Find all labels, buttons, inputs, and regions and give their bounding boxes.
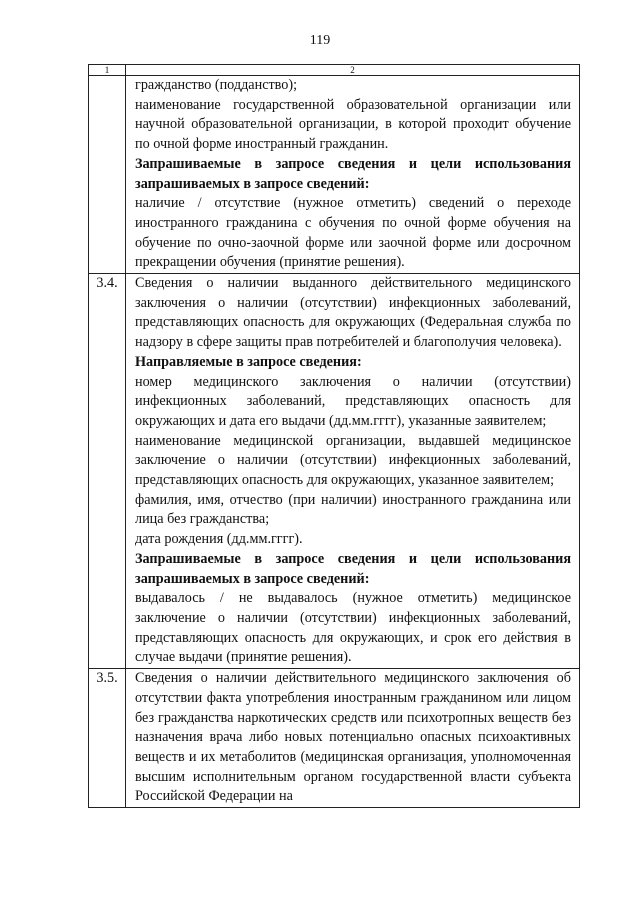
paragraph: гражданство (подданство); bbox=[135, 77, 298, 93]
paragraph: номер медицинского заключения о наличии (отсутствии) инфекционных заболеваний, представляющих опасность для окружающих и дата его выдачи (дд.мм.гггг), указанные заявителем; bbox=[135, 373, 571, 429]
row-number: 3.4. bbox=[89, 274, 126, 669]
paragraph: дата рождения (дд.мм.гггг). bbox=[135, 531, 303, 548]
paragraph: Сведения о наличии выданного действительного медицинского заключения о наличии (отсутствии) инфекционных заболеваний, представляющих опасность для окружающих (Федеральная служба по надзору в сфере защиты прав потребителей и благополучия человека). bbox=[135, 275, 571, 351]
paragraph: наименование медицинской организации, выдавшей медицинское заключение о наличии (отсутствии) инфекционных заболеваний, представляющих опасность для окружающих, указанное заявителем; bbox=[135, 432, 571, 489]
page-number: 119 bbox=[309, 33, 331, 48]
paragraph: Сведения о наличии действительного медицинского заключения об отсутствии факта употребления иностранным гражданином или лицом без гражданства наркотических средств или психотропных веществ без назначения врача либо новых потенциально опасных психоактивных веществ и их метаболитов (медицинская организация, уполномоченная высшим исполнительным органом государственной власти субъекта Российской Федерации на bbox=[135, 670, 571, 805]
table-header-row bbox=[89, 65, 580, 76]
row-number bbox=[89, 76, 126, 274]
row-content bbox=[126, 76, 580, 274]
paragraph: фамилия, имя, отчество (при наличии) иностранного гражданина или лица без гражданства; bbox=[135, 491, 571, 528]
section-heading: Направляемые в запросе сведения: bbox=[135, 353, 362, 370]
paragraph: выдавалось / не выдавалось (нужное отметить) медицинское заключение о наличии (отсутствии) инфекционных заболеваний, представляющих опасность для окружающих, и срок его действия в случае выдачи (принятие решения). bbox=[135, 590, 571, 666]
row-content bbox=[126, 274, 580, 669]
paragraph: наименование государственной образовательной организации или научной образовательной организации, в которой проходит обучение по очной форме иностранный гражданин. bbox=[135, 96, 571, 153]
document-table bbox=[88, 64, 580, 808]
header-col-2: 2 bbox=[126, 65, 580, 76]
section-heading: Запрашиваемые в запросе сведения и цели использования запрашиваемых в запросе сведений: bbox=[135, 155, 571, 192]
table-row bbox=[89, 274, 580, 669]
table-row bbox=[89, 669, 580, 808]
row-number: 3.5. bbox=[89, 669, 126, 808]
section-heading: Запрашиваемые в запросе сведения и цели использования запрашиваемых в запросе сведений: bbox=[135, 550, 571, 587]
table-row bbox=[89, 76, 580, 274]
paragraph: наличие / отсутствие (нужное отметить) сведений о переходе иностранного гражданина с обучения по очной форме обучения на обучение по очно-заочной форме или заочной форме или досрочном прекращении обучения (принятие решения). bbox=[135, 195, 571, 271]
header-col-1: 1 bbox=[89, 65, 126, 76]
row-content bbox=[126, 669, 580, 808]
